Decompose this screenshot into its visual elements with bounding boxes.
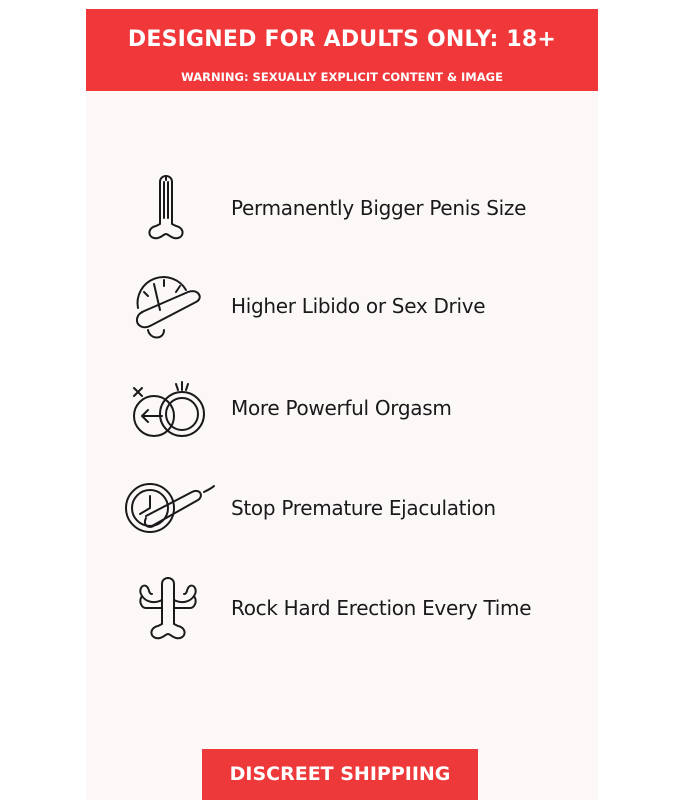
- feature-item-orgasm: [120, 368, 570, 448]
- age-warning-banner: [86, 9, 598, 91]
- banner-subtitle: WARNING: SEXUALLY EXPLICIT CONTENT & IMAGE: [181, 70, 503, 84]
- gender-rings-icon: [120, 368, 216, 448]
- feature-label: More Powerful Orgasm: [231, 396, 452, 420]
- feature-item-premature: [120, 468, 570, 548]
- length-icon: [120, 168, 216, 248]
- timer-icon: [120, 468, 216, 548]
- feature-label: Higher Libido or Sex Drive: [231, 294, 486, 318]
- strength-icon: [120, 568, 216, 648]
- feature-item-libido: [120, 266, 570, 346]
- feature-item-size: [120, 168, 570, 248]
- gauge-icon: [120, 266, 216, 346]
- banner-title: DESIGNED FOR ADULTS ONLY: 18+: [127, 27, 557, 52]
- discreet-shipping-badge: DISCREET SHIPPIING: [202, 749, 478, 800]
- feature-label: Stop Premature Ejaculation: [231, 496, 496, 520]
- feature-label: Permanently Bigger Penis Size: [231, 196, 527, 220]
- feature-item-erection: [120, 568, 570, 648]
- feature-label: Rock Hard Erection Every Time: [231, 596, 532, 620]
